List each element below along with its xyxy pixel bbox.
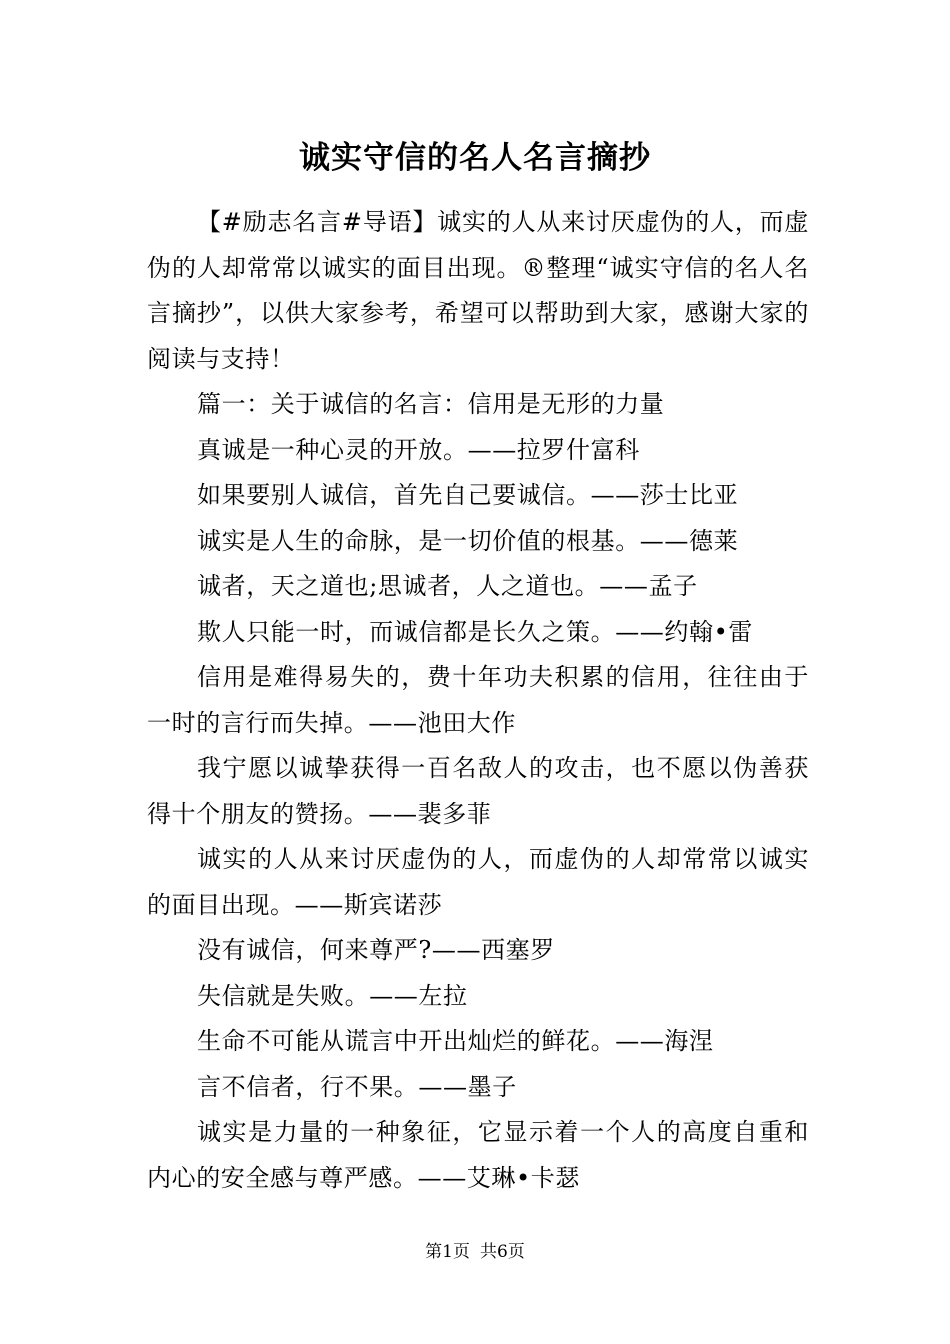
page-total: 共6页 xyxy=(480,1242,525,1262)
page-number: 第1页 xyxy=(425,1242,470,1262)
quote-paragraph: 生命不可能从谎言中开出灿烂的鲜花。——海涅 xyxy=(197,1027,714,1055)
quote-paragraph: 言不信者，行不果。——墨子 xyxy=(197,1072,517,1101)
quote-paragraph: 诚者，天之道也;思诚者，人之道也。——孟子 xyxy=(197,572,698,600)
intro-paragraph: 【#励志名言#导语】诚实的人从来讨厌虚伪的人，而虚伪的人却常常以诚实的面目出现。®整理“诚实守信的名人名言摘抄”，以供大家参考，希望可以帮助到大家，感谢大家的阅读与支持！ xyxy=(147,208,809,373)
quote-paragraph: 诚实是人生的命脉，是一切价值的根基。——德莱 xyxy=(197,526,739,555)
section-heading: 篇一：关于诚信的名言：信用是无形的力量 xyxy=(197,390,665,418)
quote-paragraph: 没有诚信，何来尊严?——西塞罗 xyxy=(197,936,555,964)
quote-paragraph: 信用是难得易失的，费十年功夫积累的信用，往往由于一时的言行而失掉。——池田大作 xyxy=(147,663,809,737)
quote-paragraph: 我宁愿以诚挚获得一百名敌人的攻击，也不愿以伪善获得十个朋友的赞扬。——裴多菲 xyxy=(147,754,809,828)
quote-paragraph: 如果要别人诚信，首先自己要诚信。——莎士比亚 xyxy=(197,481,739,509)
quote-paragraph: 真诚是一种心灵的开放。——拉罗什富科 xyxy=(197,435,640,464)
quote-paragraph: 诚实的人从来讨厌虚伪的人，而虚伪的人却常常以诚实的面目出现。——斯宾诺莎 xyxy=(147,845,809,919)
quote-paragraph: 失信就是失败。——左拉 xyxy=(197,981,468,1010)
document-body xyxy=(147,200,809,1201)
page-footer xyxy=(0,1240,950,1264)
document-title: 诚实守信的名人名言摘抄 xyxy=(299,140,651,176)
quote-paragraph: 欺人只能一时，而诚信都是长久之策。——约翰•雷 xyxy=(197,617,753,646)
quote-paragraph: 诚实是力量的一种象征，它显示着一个人的高度自重和内心的安全感与尊严感。——艾琳•卡瑟 xyxy=(147,1118,809,1192)
